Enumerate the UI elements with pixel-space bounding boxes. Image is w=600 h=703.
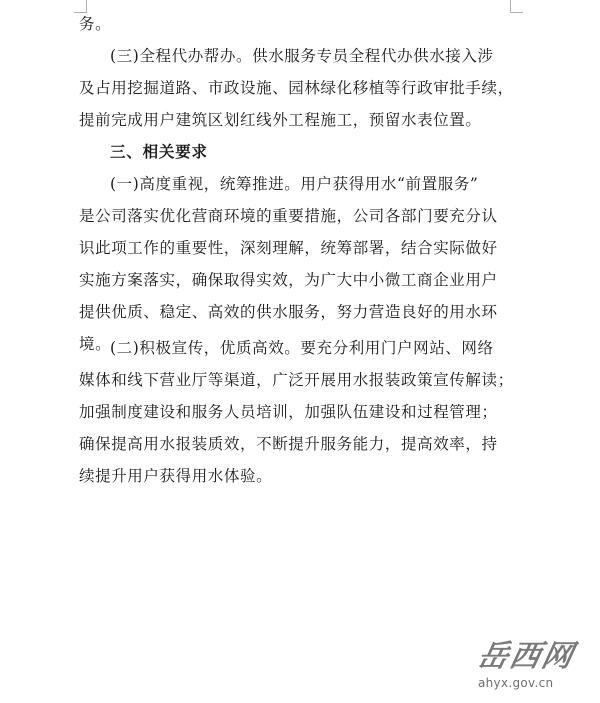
paragraph-line: 务。 (79, 15, 112, 33)
paragraph-line: (一)高度重视，统筹推进。用户获得用水“前置服务” (110, 175, 479, 193)
paragraph-line: 加强制度建设和服务人员培训，加强队伍建设和过程管理； (79, 403, 498, 421)
paragraph-line: 媒体和线下营业厅等渠道，广泛开展用水报装政策宣传解读； (79, 371, 514, 389)
paragraph-line: 及占用挖掘道路、市政设施、园林绿化移植等行政审批手续， (79, 79, 514, 97)
paragraph-line: 是公司落实优化营商环境的重要措施，公司各部门要充分认 (79, 207, 498, 225)
section-heading: 三、相关要求 (110, 143, 208, 161)
paragraph-line: (二)积极宣传，优质高效。要充分利用门户网站、网络 (110, 339, 494, 357)
paragraph-line: 确保提高用水报装质效，不断提升服务能力，提高效率，持 (79, 435, 498, 453)
watermark-logo: 岳西网 (474, 639, 578, 674)
paragraph-line: 续提升用户获得用水体验。 (79, 467, 273, 485)
paragraph-line: (三)全程代办帮办。供水服务专员全程代办供水接入涉 (110, 47, 494, 65)
paragraph-line: 识此项工作的重要性，深刻理解，统筹部署，结合实际做好 (79, 239, 498, 257)
document-body (79, 8, 519, 360)
paragraph-line: 提前完成用户建筑区划红线外工程施工，预留水表位置。 (79, 111, 482, 129)
site-watermark (474, 639, 593, 700)
document-body-continued (79, 332, 519, 492)
paragraph-line: 实施方案落实，确保取得实效，为广大中小微工商企业用户 (79, 271, 498, 289)
watermark-url: ahyx.gov.cn (478, 676, 554, 690)
paragraph-line: 提供优质、稳定、高效的供水服务，努力营造良好的用水环 (79, 303, 498, 321)
paragraph-line: 境。 (79, 335, 112, 353)
